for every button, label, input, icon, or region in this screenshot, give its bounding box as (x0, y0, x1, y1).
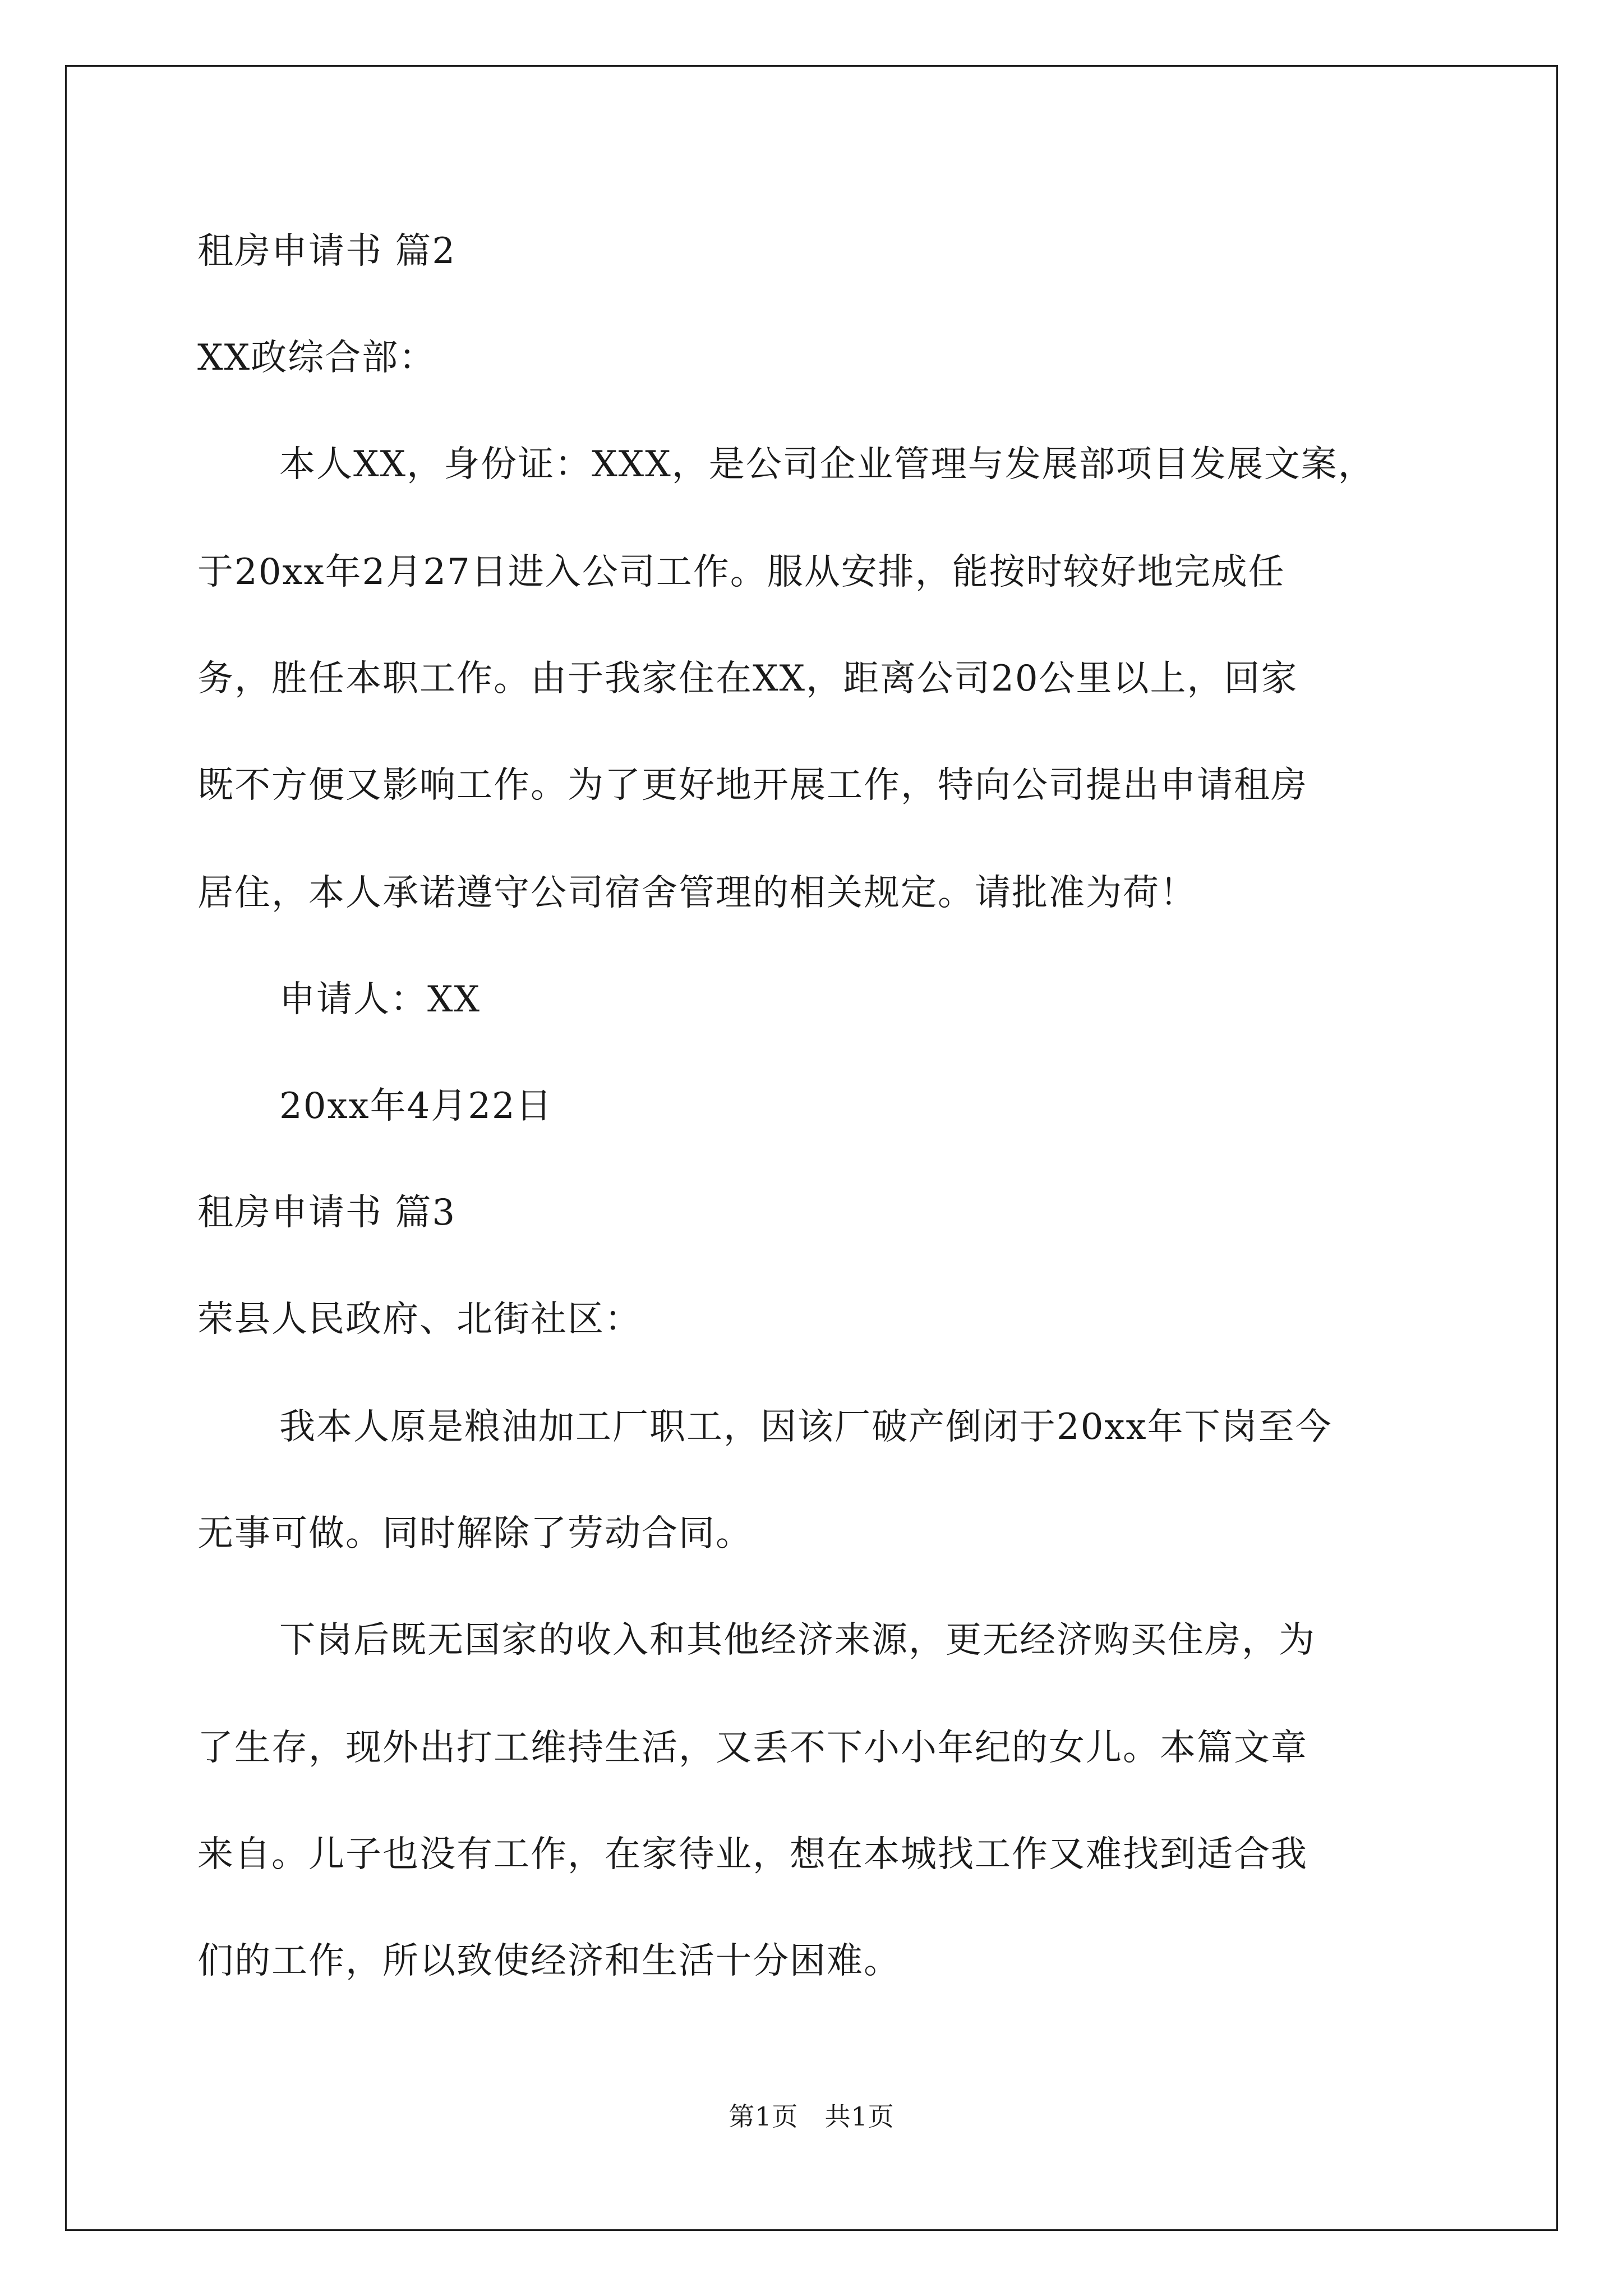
date-line: 20xx年4月22日 (279, 1085, 553, 1127)
paragraph-line: 本人XX，身份证：XXX，是公司企业管理与发展部项目发展文案， (279, 444, 1375, 485)
page-border (65, 65, 1558, 2231)
paragraph-line: 们的工作，所以致使经济和生活十分困难。 (197, 1940, 901, 1982)
paragraph-line: 务，胜任本职工作。由于我家住在XX，距离公司20公里以上，回家 (197, 658, 1298, 700)
page-number: 第1页 (728, 2101, 799, 2132)
paragraph-line: 下岗后既无国家的收入和其他经济来源，更无经济购买住房，为 (279, 1619, 1316, 1661)
paragraph-line: 于20xx年2月27日进入公司工作。服从安排，能按时较好地完成任 (197, 551, 1285, 593)
section-title-3: 租房申请书 篇3 (197, 1192, 457, 1234)
paragraph-line: 居住，本人承诺遵守公司宿舍管理的相关规定。请批准为荷！ (197, 872, 1197, 914)
paragraph-line: 既不方便又影响工作。为了更好地开展工作，特向公司提出申请租房 (197, 765, 1308, 806)
salutation-2: 荣县人民政府、北街社区： (197, 1299, 642, 1340)
section-title-2: 租房申请书 篇2 (197, 231, 457, 272)
applicant-line: 申请人：XX (279, 979, 481, 1020)
page-total: 共1页 (824, 2101, 895, 2132)
paragraph-line: 我本人原是粮油加工厂职工，因该厂破产倒闭于20xx年下岗至今 (279, 1406, 1332, 1448)
paragraph-line: 了生存，现外出打工维持生活，又丢不下小小年纪的女儿。本篇文章 (197, 1727, 1308, 1769)
paragraph-line: 无事可做。同时解除了劳动合同。 (197, 1513, 753, 1554)
paragraph-line: 来自。儿子也没有工作，在家待业，想在本城找工作又难找到适合我 (197, 1834, 1308, 1875)
salutation-1: XX政综合部： (197, 337, 436, 379)
page-footer (0, 2101, 1623, 2132)
